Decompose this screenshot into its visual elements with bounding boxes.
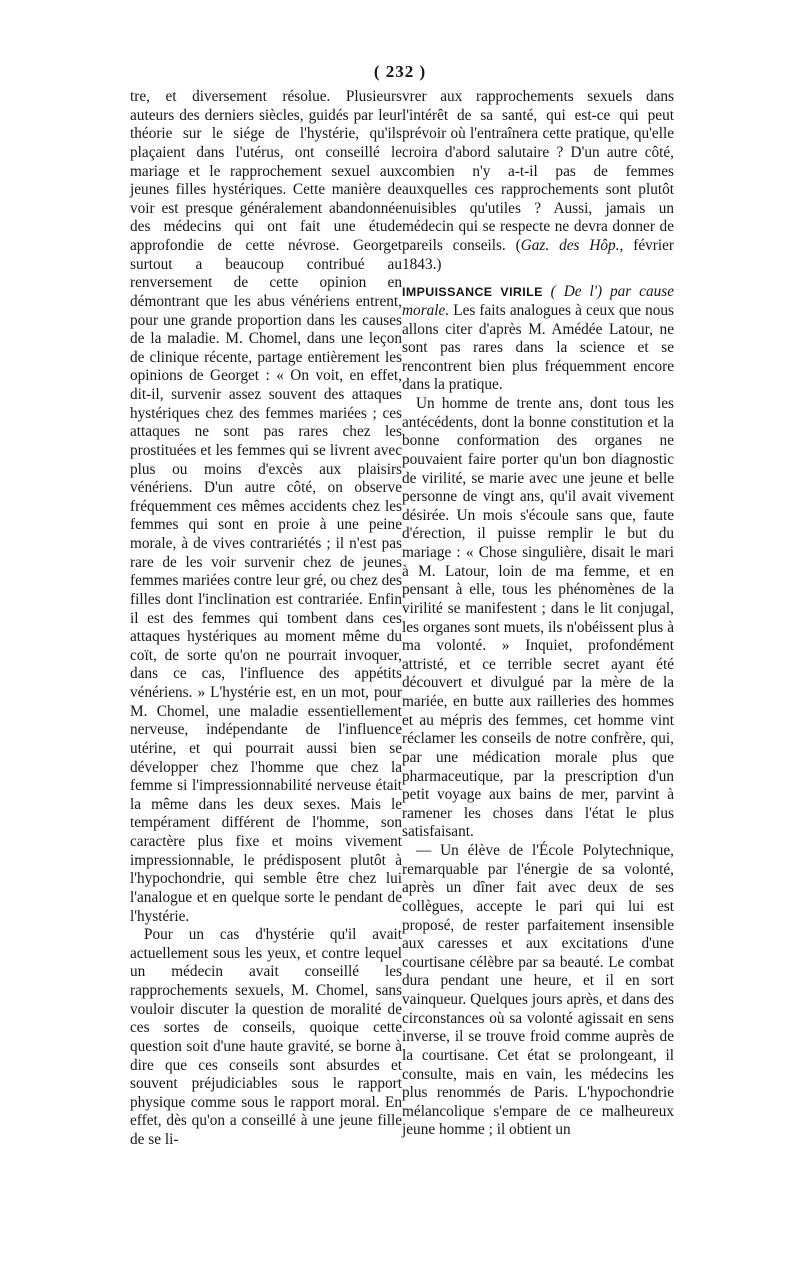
section-title: IMPUISSANCE VIRILE <box>402 285 543 300</box>
left-paragraph-1: tre, et diversement résolue. Plusieurs auteurs des derniers siècles, guidés par leur théorie sur le siége de l'hystérie, qu'ils plaçaient dans l'utérus, ont conseillé le mariage et le rapprochement sexuel aux jeunes filles hystériques. Cette manière de voir est presque généralement abandonnée des médecins qui ont fait une étude approfondie de cette névrose. Georget surtout a beaucoup contribué au renversement de cette opinion en démontrant que les abus vénériens entrent, pour une grande proportion dans les causes de la maladie. M. Chomel, dans une leçon de clinique récente, partage entièrement les opinions de Georget : « On voit, en effet, dit-il, survenir assez souvent des attaques hystériques chez des femmes mariées ; ces attaques ne sont pas rares chez les prostituées et les femmes qui se livrent avec plus ou moins d'excès aux plaisirs vénériens. D'un autre côté, on observe fréquemment ces mêmes accidents chez les femmes qui sont en proie à une peine morale, à de vives contrariétés ; il n'est pas rare de les voir survenir chez de jeunes femmes mariées contre leur gré, ou chez des filles dont l'inclination est contrariée. Enfin il est des femmes qui tombent dans ces attaques hystériques au moment même du coït, de sorte qu'on ne pourrait invoquer, dans ce cas, l'influence des appétits vénériens. » L'hystérie est, en un mot, pour M. Chomel, une maladie essentiellement nerveuse, indépendante de l'influence utérine, et qui pourrait aussi bien se développer chez l'homme que chez la femme si l'impressionnabilité nerveuse était la même dans les deux sexes. Mais le tempérament différent de l'homme, son caractère plus fixe et moins vivement impressionnable, le prédisposent plutôt à l'hypochondrie, qui semble être chez lui l'analogue et en quelque sorte le pendant de l'hystérie. <box>130 88 402 925</box>
left-paragraph-2: Pour un cas d'hystérie qu'il avait actuellement sous les yeux, et contre lequel un médecin avait conseillé les rapprochements sexuels, M. Chomel, sans vouloir discuter la question de moralité de ces sortes de conseils, quoique cette question soit d'une haute gravité, se borne à dire que ces conseils sont absurdes et souvent préjudiciables sous le rapport physique comme sous le rapport moral. En effet, dès qu'on a conseillé à une jeune fille de se li- <box>130 926 402 1148</box>
right-paragraph-1 <box>402 88 674 274</box>
right-paragraph-3: Un homme de trente ans, dont tous les antécédents, dont la bonne constitution et la bonne conformation des organes ne pouvaient faire porter qu'un bon diagnostic de virilité, se marie avec une jeune et belle personne de vingt ans, qu'il avait vivement désirée. Un mois s'écoule sans que, faute d'érection, il puisse remplir le but du mariage : « Chose singulière, disait le mari à M. Latour, loin de ma femme, et en pensant à elle, tous les phénomènes de la virilité se manifestent ; dans le lit conjugal, les organes sont muets, ils n'obéissent plus à ma volonté. » Inquiet, profondément attristé, et ce terrible secret ayant été découvert et divulgué par la mère de la mariée, en butte aux railleries des hommes et au mépris des femmes, cet homme vint réclamer les conseils de notre confrère, qui, par une médication morale plus que pharmaceutique, par la prescription d'un petit voyage aux bains de mer, parvint à ramener les choses dans l'état le plus satisfaisant. <box>402 395 674 841</box>
citation-date: , février 1843.) <box>402 237 674 273</box>
right-paragraph-4: — Un élève de l'École Polytechnique, remarquable par l'énergie de sa volonté, après un dîner fait avec deux de ses collègues, accepte le pari qui lui est proposé, de rester parfaitement insensible aux caresses et aux excitations d'une courtisane célèbre par sa beauté. Le combat dura pendant une heure, et il en sort vainqueur. Quelques jours après, et dans des circonstances où sa volonté agissait en sens inverse, il se trouve froid comme auprès de la courtisane. Cet état se prolongeant, il consulte, mais en vain, les médecins les plus renommés de Paris. L'hypochondrie mélancolique s'empare de ce malheureux jeune homme ; il obtient un <box>402 842 674 1139</box>
right-paragraph-1-text: vrer aux rapprochements sexuels dans l'intérêt de sa santé, qui est-ce qui peut prévoir où l'entraînera cette pratique, qu'elle croira d'abord salutaire ? D'un autre côté, combien n'y a-t-il pas de femmes auxquelles ces rapprochements sont plutôt nuisibles qu'utiles ? Aussi, jamais un médecin qui se respecte ne devra donner de pareils conseils. ( <box>402 88 674 254</box>
citation-source: Gaz. des Hôp. <box>520 237 620 254</box>
page-number: ( 232 ) <box>373 62 427 81</box>
section-intro: Les faits analogues à ceux que nous allons citer d'après M. Amédée Latour, ne sont pas rares dans la science et se rencontrent bien plus fréquemment encore dans la pratique. <box>402 301 674 394</box>
section-impuissance-virile <box>402 283 674 395</box>
section-subtitle: ( De l') par cause morale. <box>402 283 674 319</box>
left-column <box>130 88 402 1150</box>
right-column <box>402 88 674 1140</box>
